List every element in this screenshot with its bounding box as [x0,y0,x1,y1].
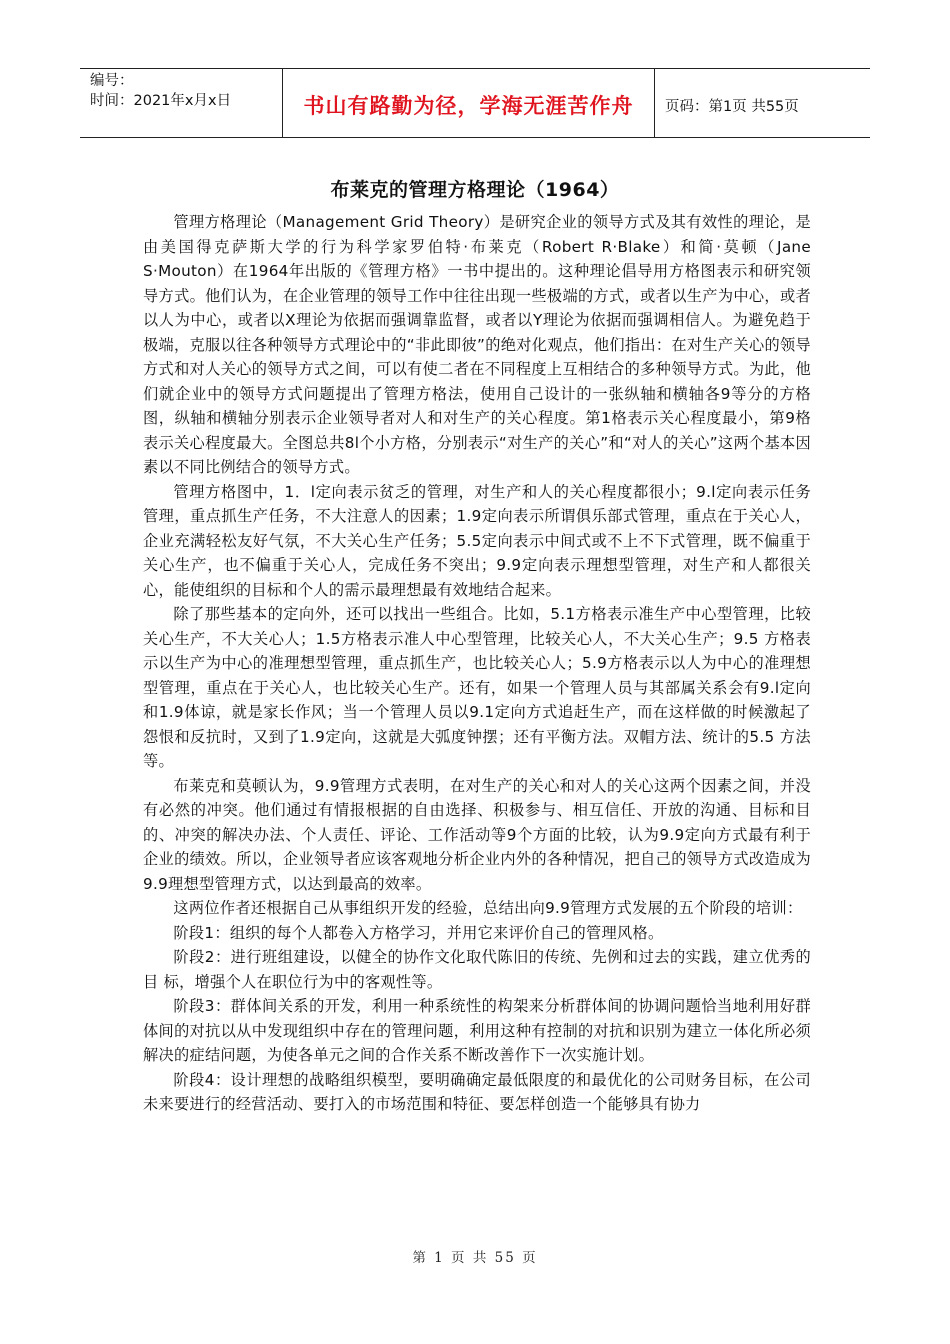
document-number-label: 编号： [90,73,134,89]
body-paragraph: 管理方格理论（Management Grid Theory）是研究企业的领导方式及其有效性的理论，是由美国得克萨斯大学的行为科学家罗伯特·布莱克（Robert R·Blake）和简·莫顿（Jane S·Mouton）在1964年出版的《管理方格》一书中提出的。这种理论倡导用方格图表示和研究领导方式。他们认为，在企业管理的领导工作中往往出现一些极端的方式，或者以生产为中心，或者以人为中心，或者以X理论为依据而强调靠监督，或者以Y理论为依据而强调相信人。为避免趋于极端，克服以往各种领导方式理论中的“非此即彼”的绝对化观点，他们指出：在对生产关心的领导方式和对人关心的领导方式之间，可以有使二者在不同程度上互相结合的多种领导方式。为此，他们就企业中的领导方式问题提出了管理方格法，使用自己设计的一张纵轴和横轴各9等分的方格图，纵轴和横轴分别表示企业领导者对人和对生产的关心程度。第1格表示关心程度最小，第9格表示关心程度最大。全图总共8l个小方格，分别表示“对生产的关心”和“对人的关心”这两个基本因素以不同比例结合的领导方式。 [143,213,811,476]
body-paragraph: 布莱克和莫顿认为，9.9管理方式表明，在对生产的关心和对人的关心这两个因素之间，并没有必然的冲突。他们通过有情报根据的自由选择、积极参与、相互信任、开放的沟通、目标和目的、冲突的解决办法、个人责任、评论、工作活动等9个方面的比较，认为9.9定向方式最有利于企业的绩效。所以，企业领导者应该客观地分析企业内外的各种情况，把自己的领导方式改造成为9.9理想型管理方式，以达到最高的效率。 [143,776,811,893]
stage-paragraph: 阶段2：进行班组建设，以健全的协作文化取代陈旧的传统、先例和过去的实践，建立优秀的目 标，增强个人在职位行为中的客观性等。 [143,948,811,991]
header-motto: 书山有路勤为径，学海无涯苦作舟 [283,69,655,137]
stage-paragraph: 阶段1：组织的每个人都卷入方格学习，并用它来评价自己的管理风格。 [173,923,664,942]
header-page-info: 页码：第1页 共55页 [665,98,799,115]
document-time-label: 时间：2021年x月x日 [90,93,232,109]
page-header [80,68,870,138]
header-meta [80,69,283,137]
stage-paragraph: 阶段4：设计理想的战略组织模型，要明确确定最低限度的和最优化的公司财务目标，在公司未来要进行的经营活动、要打入的市场范围和特征、要怎样创造一个能够具有协力 [143,1070,811,1113]
body-paragraph: 管理方格图中，1．l定向表示贫乏的管理，对生产和人的关心程度都很小；9.l定向表示任务管理，重点抓生产任务，不大注意人的因素；1.9定向表示所谓俱乐部式管理，重点在于关心人，企业充满轻松友好气氛，不大关心生产任务；5.5定向表示中间式或不上不下式管理，既不偏重于关心生产，也不偏重于关心人，完成任务不突出；9.9定向表示理想型管理，对生产和人都很关心，能使组织的目标和个人的需示最理想最有效地结合起来。 [143,482,811,599]
document-body [143,210,811,1117]
page-footer: 第 1 页 共 55 页 [412,1250,538,1266]
document-title: 布莱克的管理方格理论（1964） [330,179,620,201]
stage-paragraph: 阶段3：群体间关系的开发，利用一种系统性的构架来分析群体间的协调问题恰当地利用好群体间的对抗以从中发现组织中存在的管理问题，利用这种有控制的对抗和识别为建立一体化所必须解决的症结问题，为使各单元之间的合作关系不断改善作下一次实施计划。 [143,997,811,1064]
body-paragraph: 除了那些基本的定向外，还可以找出一些组合。比如，5.1方格表示准生产中心型管理，比较关心生产，不大关心人；1.5方格表示准人中心型管理，比较关心人，不大关心生产；9.5 方格表示以生产为中心的准理想型管理，重点抓生产，也比较关心人；5.9方格表示以人为中心的准理想型管理，重点在于关心人，也比较关心生产。还有，如果一个管理人员与其部属关系会有9.l定向和1.9体谅，就是家长作风；当一个管理人员以9.1定向方式追赶生产，而在这样做的时候激起了怨恨和反抗时，又到了1.9定向，这就是大弧度钟摆；还有平衡方法。双帽方法、统计的5.5 方法等。 [143,605,811,770]
body-paragraph: 这两位作者还根据自己从事组织开发的经验，总结出向9.9管理方式发展的五个阶段的培训： [173,899,803,917]
